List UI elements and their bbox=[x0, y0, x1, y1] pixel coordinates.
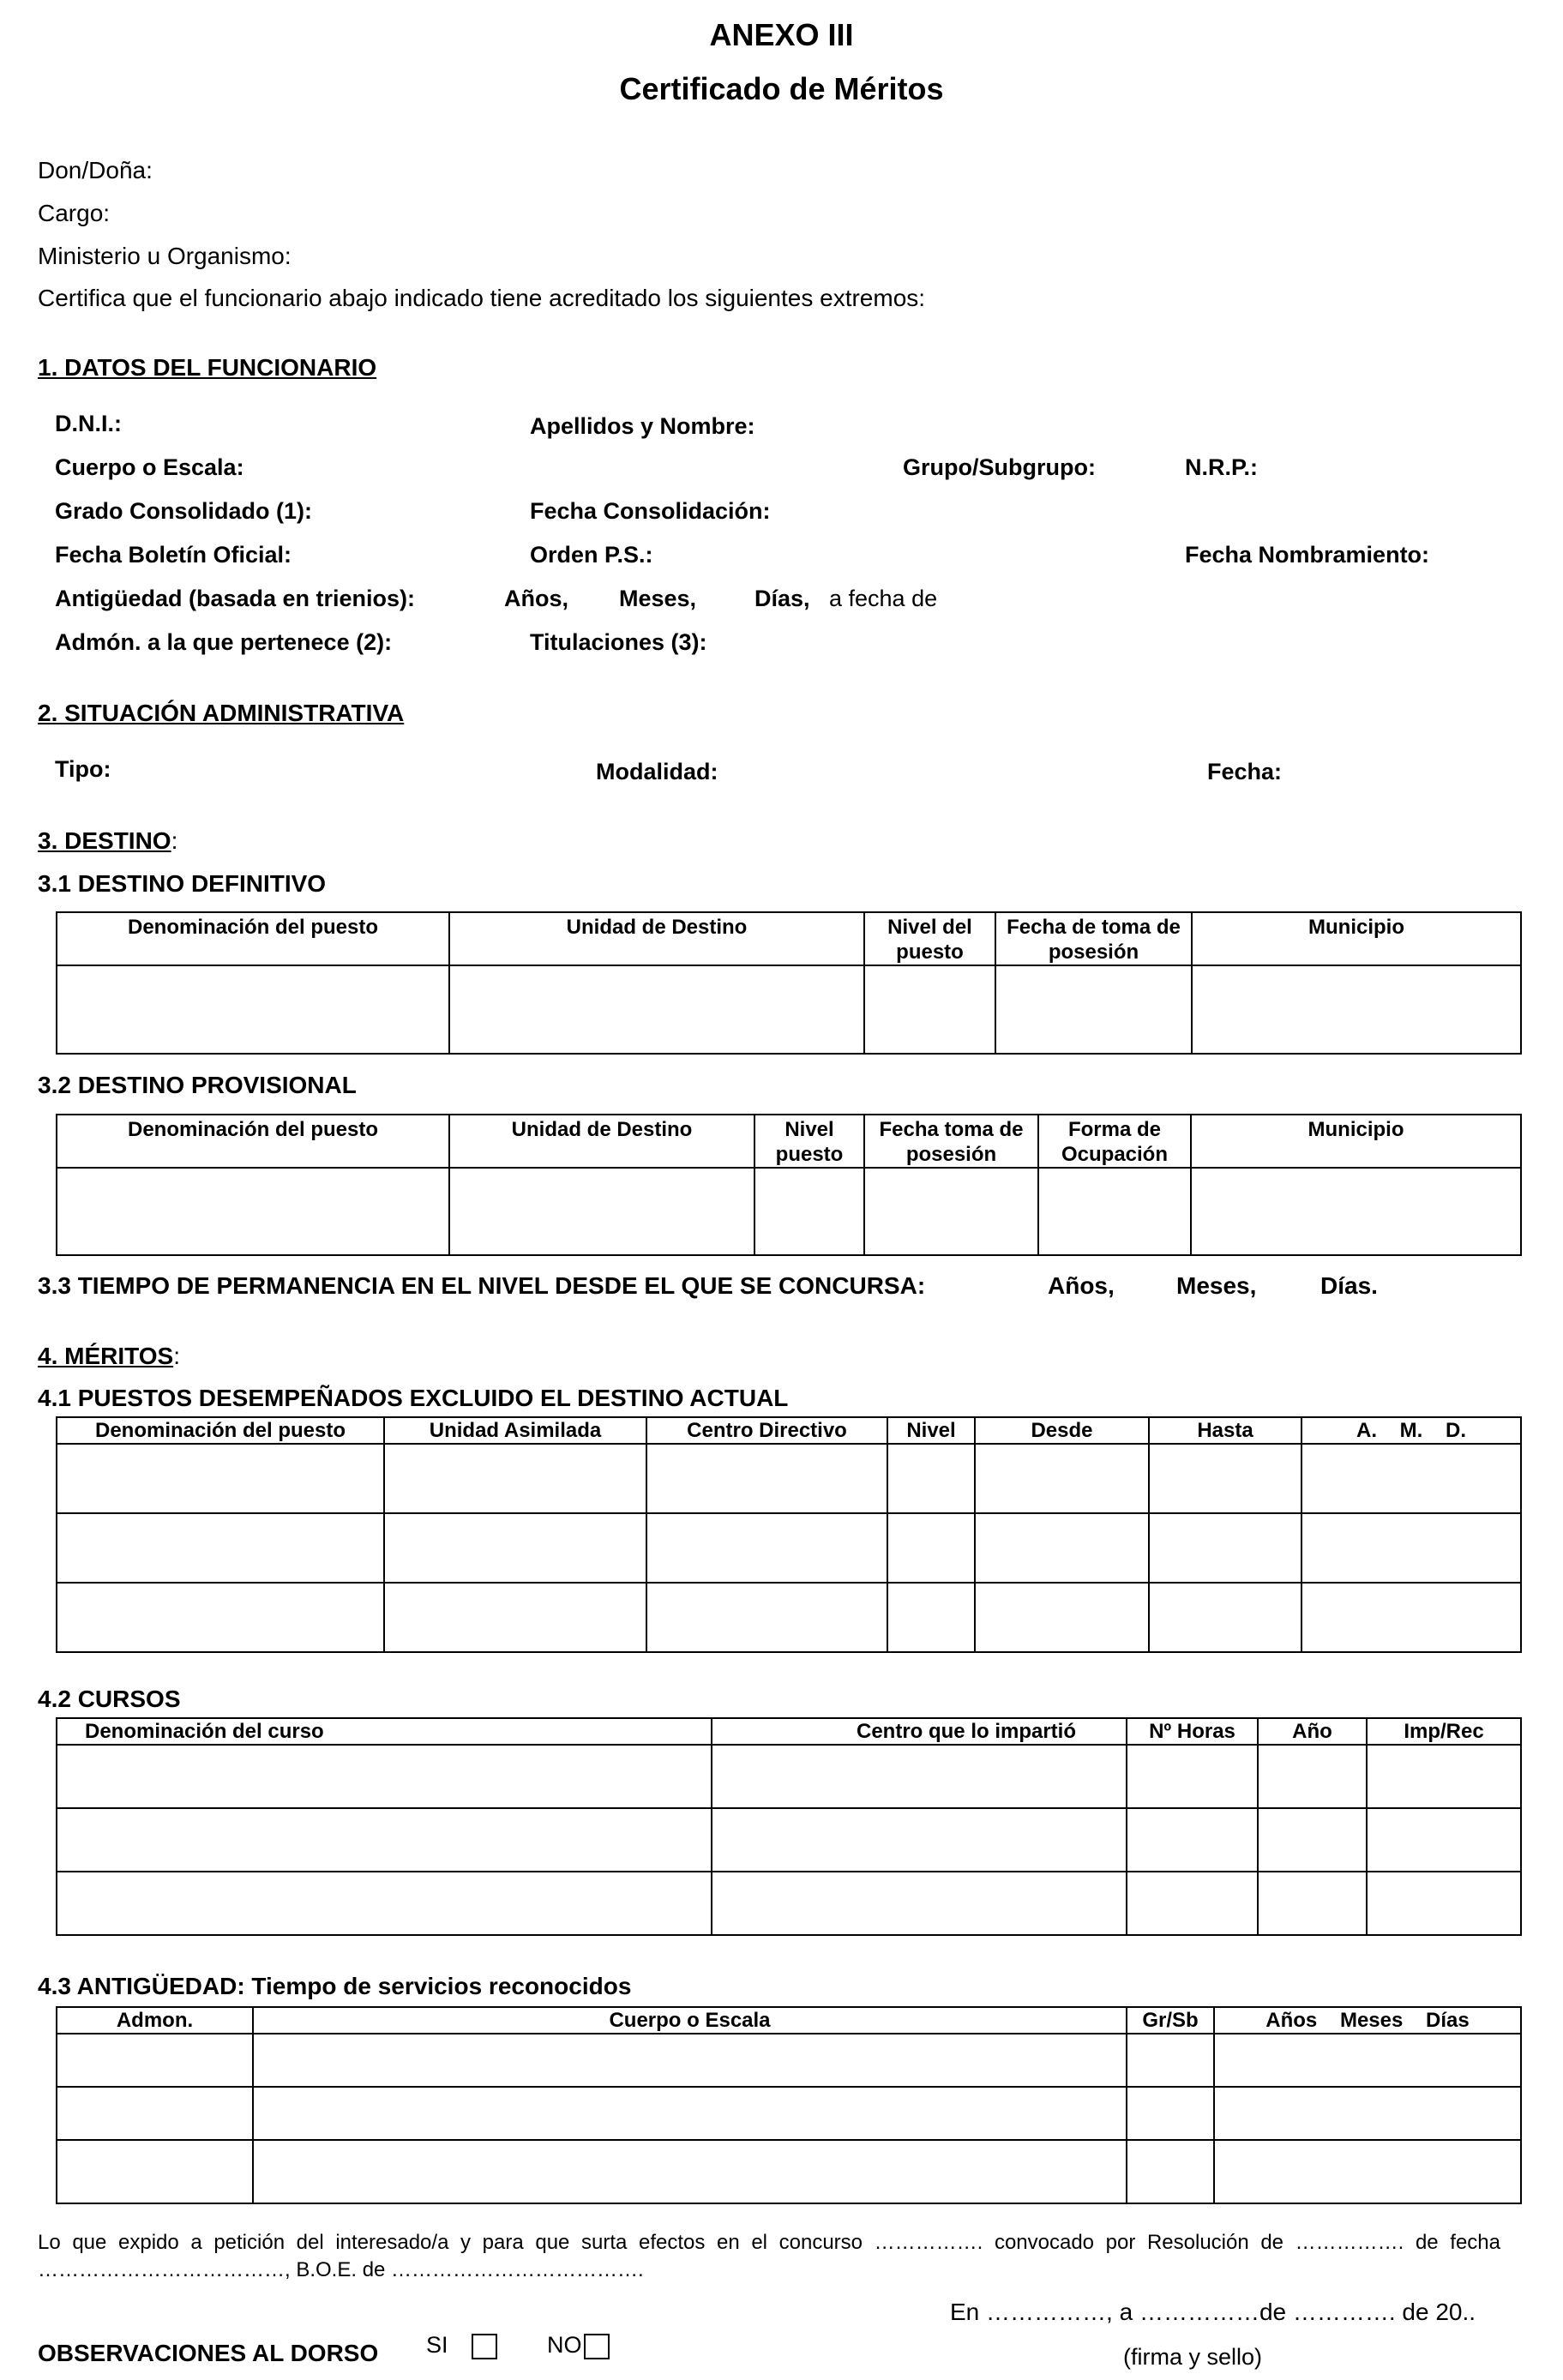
table-cell[interactable] bbox=[864, 965, 995, 1054]
column-header: Fecha toma de posesión bbox=[864, 1115, 1038, 1168]
table-cell[interactable] bbox=[1149, 1444, 1301, 1513]
section3-colon: : bbox=[171, 827, 178, 854]
table-cell[interactable] bbox=[1258, 1745, 1367, 1808]
table-cell[interactable] bbox=[57, 1808, 712, 1872]
cursos-heading: 4.2 CURSOS bbox=[38, 1686, 181, 1712]
table-cell[interactable] bbox=[1149, 1583, 1301, 1652]
column-header: Centro que lo impartió bbox=[712, 1718, 1127, 1745]
column-header: Denominación del puesto bbox=[57, 1417, 384, 1444]
table-cell[interactable] bbox=[384, 1513, 646, 1583]
table-cell[interactable] bbox=[646, 1444, 887, 1513]
column-header: Gr/Sb bbox=[1127, 2007, 1214, 2034]
table-cell[interactable] bbox=[1127, 2034, 1214, 2087]
titulaciones-label: Titulaciones (3): bbox=[530, 629, 707, 655]
table-cell[interactable] bbox=[864, 1168, 1038, 1255]
column-header: Unidad Asimilada bbox=[384, 1417, 646, 1444]
destino-definitivo-table bbox=[56, 911, 1522, 1055]
table-cell[interactable] bbox=[1127, 1808, 1258, 1872]
table-cell[interactable] bbox=[754, 1168, 864, 1255]
no-checkbox[interactable] bbox=[584, 2334, 610, 2359]
table-cell[interactable] bbox=[887, 1513, 975, 1583]
table-cell[interactable] bbox=[646, 1513, 887, 1583]
table-cell[interactable] bbox=[449, 965, 864, 1054]
apellidos-label: Apellidos y Nombre: bbox=[530, 413, 755, 439]
cuerpo-label: Cuerpo o Escala: bbox=[55, 454, 244, 480]
table-row bbox=[57, 2034, 1521, 2087]
firma-sello-label: (firma y sello) bbox=[1123, 2344, 1263, 2370]
admon-label: Admón. a la que pertenece (2): bbox=[55, 629, 393, 655]
column-header: Años Meses Días bbox=[1214, 2007, 1521, 2034]
no-label: NO bbox=[547, 2332, 582, 2358]
table-row bbox=[57, 1513, 1521, 1583]
table-cell[interactable] bbox=[1191, 1168, 1521, 1255]
si-checkbox[interactable] bbox=[472, 2334, 497, 2359]
tipo-label: Tipo: bbox=[55, 756, 111, 782]
ministerio-label: Ministerio u Organismo: bbox=[38, 243, 292, 269]
column-header: Denominación del puesto bbox=[57, 912, 449, 965]
table-cell[interactable] bbox=[1127, 1872, 1258, 1935]
table-cell[interactable] bbox=[1127, 2140, 1214, 2203]
table-cell[interactable] bbox=[1367, 1808, 1521, 1872]
fecha-boletin-label: Fecha Boletín Oficial: bbox=[55, 542, 292, 568]
tiempo-meses: Meses, bbox=[1176, 1272, 1257, 1299]
a-fecha-de-label: a fecha de bbox=[829, 586, 938, 611]
fecha-situacion-label: Fecha: bbox=[1207, 759, 1283, 784]
table-row bbox=[57, 1808, 1521, 1872]
table-row bbox=[57, 1168, 1521, 1255]
certifica-text: Certifica que el funcionario abajo indicado tiene acreditado los siguientes extremos: bbox=[38, 285, 926, 311]
table-cell[interactable] bbox=[253, 2140, 1127, 2203]
fecha-consolidacion-label: Fecha Consolidación: bbox=[530, 498, 771, 524]
table-row bbox=[57, 1444, 1521, 1513]
page-title: Certificado de Méritos bbox=[619, 71, 944, 106]
table-cell[interactable] bbox=[57, 1444, 384, 1513]
grupo-label: Grupo/Subgrupo: bbox=[903, 454, 1096, 480]
puestos-table bbox=[56, 1416, 1522, 1653]
table-cell[interactable] bbox=[1367, 1872, 1521, 1935]
table-cell[interactable] bbox=[384, 1444, 646, 1513]
section1-heading: 1. DATOS DEL FUNCIONARIO bbox=[38, 354, 377, 381]
column-header: Municipio bbox=[1192, 912, 1521, 965]
table-cell[interactable] bbox=[57, 1513, 384, 1583]
table-cell[interactable] bbox=[253, 2034, 1127, 2087]
antiguedad-dias: Días, bbox=[754, 586, 810, 611]
si-label: SI bbox=[426, 2332, 448, 2358]
table-cell[interactable] bbox=[1192, 965, 1521, 1054]
antiguedad-meses: Meses, bbox=[619, 586, 697, 611]
column-header: Unidad de Destino bbox=[449, 912, 864, 965]
column-header: A. M. D. bbox=[1301, 1417, 1521, 1444]
table-cell[interactable] bbox=[1301, 1583, 1521, 1652]
table-cell[interactable] bbox=[712, 1808, 1127, 1872]
don-dona-label: Don/Doña: bbox=[38, 157, 153, 183]
column-header: Nivel puesto bbox=[754, 1115, 864, 1168]
section4-colon: : bbox=[173, 1343, 180, 1369]
cursos-table bbox=[56, 1717, 1522, 1936]
table-cell[interactable] bbox=[57, 1872, 712, 1935]
table-cell[interactable] bbox=[253, 2087, 1127, 2140]
column-header: Forma de Ocupación bbox=[1038, 1115, 1191, 1168]
column-header: Nivel del puesto bbox=[864, 912, 995, 965]
column-header: Denominación del curso bbox=[57, 1718, 712, 1745]
table-cell[interactable] bbox=[449, 1168, 754, 1255]
fecha-nombramiento-label: Fecha Nombramiento: bbox=[1185, 542, 1430, 568]
table-cell[interactable] bbox=[1258, 1808, 1367, 1872]
table-cell[interactable] bbox=[646, 1583, 887, 1652]
table-row bbox=[57, 2140, 1521, 2203]
table-cell[interactable] bbox=[887, 1583, 975, 1652]
table-cell[interactable] bbox=[1301, 1444, 1521, 1513]
tiempo-permanencia-heading: 3.3 TIEMPO DE PERMANENCIA EN EL NIVEL DESDE EL QUE SE CONCURSA: bbox=[38, 1272, 926, 1299]
closing-paragraph-line1: Lo que expido a petición del interesado/a y para que surta efectos en el concurso ……………. convocado por Resolución de ……………. de fecha bbox=[38, 2231, 1500, 2254]
grado-label: Grado Consolidado (1): bbox=[55, 498, 312, 524]
table-cell[interactable] bbox=[995, 965, 1192, 1054]
antiguedad-label: Antigüedad (basada en trienios): bbox=[55, 586, 416, 611]
lugar-fecha-line: En ……………, a ……………de …………. de 20.. bbox=[950, 2299, 1476, 2325]
table-row bbox=[57, 1872, 1521, 1935]
orden-ps-label: Orden P.S.: bbox=[530, 542, 653, 568]
section2-heading: 2. SITUACIÓN ADMINISTRATIVA bbox=[38, 700, 405, 726]
table-cell[interactable] bbox=[1367, 1745, 1521, 1808]
closing-paragraph-line2: ………………………………, B.O.E. de ………………………………. bbox=[38, 2258, 644, 2281]
no-option[interactable] bbox=[547, 2332, 610, 2359]
section3-heading-text: 3. DESTINO bbox=[38, 827, 171, 854]
column-header: Fecha de toma de posesión bbox=[995, 912, 1192, 965]
table-cell[interactable] bbox=[712, 1745, 1127, 1808]
table-row bbox=[57, 1583, 1521, 1652]
table-cell[interactable] bbox=[57, 1583, 384, 1652]
table-cell[interactable] bbox=[975, 1583, 1149, 1652]
column-header: Denominación del puesto bbox=[57, 1115, 449, 1168]
table-cell[interactable] bbox=[1038, 1168, 1191, 1255]
column-header: Año bbox=[1258, 1718, 1367, 1745]
observaciones-label: OBSERVACIONES AL DORSO bbox=[38, 2340, 379, 2366]
table-row bbox=[57, 2087, 1521, 2140]
annex-title: ANEXO III bbox=[709, 17, 854, 52]
table-cell[interactable] bbox=[1214, 2140, 1521, 2203]
nrp-label: N.R.P.: bbox=[1185, 454, 1259, 480]
antiguedad-anos: Años, bbox=[504, 586, 569, 611]
column-header: Nº Horas bbox=[1127, 1718, 1258, 1745]
column-header: Cuerpo o Escala bbox=[253, 2007, 1127, 2034]
table-cell[interactable] bbox=[1214, 2034, 1521, 2087]
table-cell[interactable] bbox=[57, 2034, 253, 2087]
antiguedad-table bbox=[56, 2006, 1522, 2204]
table-cell[interactable] bbox=[384, 1583, 646, 1652]
dni-label: D.N.I.: bbox=[55, 411, 122, 436]
table-cell[interactable] bbox=[1149, 1513, 1301, 1583]
column-header: Unidad de Destino bbox=[449, 1115, 754, 1168]
tiempo-dias: Días. bbox=[1320, 1272, 1378, 1299]
column-header: Hasta bbox=[1149, 1417, 1301, 1444]
table-cell[interactable] bbox=[57, 965, 449, 1054]
column-header: Imp/Rec bbox=[1367, 1718, 1521, 1745]
table-cell[interactable] bbox=[1127, 1745, 1258, 1808]
tiempo-anos: Años, bbox=[1048, 1272, 1115, 1299]
table-cell[interactable] bbox=[712, 1872, 1127, 1935]
destino-provisional-table bbox=[56, 1114, 1522, 1256]
column-header: Municipio bbox=[1191, 1115, 1521, 1168]
antiguedad-servicios-heading: 4.3 ANTIGÜEDAD: Tiempo de servicios reconocidos bbox=[38, 1973, 632, 1999]
closing-paragraph bbox=[38, 2229, 1500, 2284]
destino-definitivo-heading: 3.1 DESTINO DEFINITIVO bbox=[38, 870, 327, 897]
table-row bbox=[57, 1745, 1521, 1808]
table-cell[interactable] bbox=[887, 1444, 975, 1513]
column-header: Admon. bbox=[57, 2007, 253, 2034]
column-header: Desde bbox=[975, 1417, 1149, 1444]
table-cell[interactable] bbox=[57, 2140, 253, 2203]
table-cell[interactable] bbox=[1258, 1872, 1367, 1935]
table-cell[interactable] bbox=[975, 1444, 1149, 1513]
si-option[interactable] bbox=[426, 2332, 497, 2359]
table-cell[interactable] bbox=[1127, 2087, 1214, 2140]
table-cell[interactable] bbox=[975, 1513, 1149, 1583]
modalidad-label: Modalidad: bbox=[596, 759, 718, 784]
section4-heading bbox=[38, 1343, 180, 1370]
column-header: Nivel bbox=[887, 1417, 975, 1444]
destino-provisional-heading: 3.2 DESTINO PROVISIONAL bbox=[38, 1072, 357, 1098]
table-cell[interactable] bbox=[1301, 1513, 1521, 1583]
table-cell[interactable] bbox=[1214, 2087, 1521, 2140]
section4-heading-text: 4. MÉRITOS bbox=[38, 1343, 174, 1369]
table-cell[interactable] bbox=[57, 1168, 449, 1255]
table-cell[interactable] bbox=[57, 2087, 253, 2140]
puestos-heading: 4.1 PUESTOS DESEMPEÑADOS EXCLUIDO EL DESTINO ACTUAL bbox=[38, 1385, 789, 1411]
table-row bbox=[57, 965, 1521, 1054]
section3-heading bbox=[38, 827, 177, 855]
cargo-label: Cargo: bbox=[38, 200, 111, 226]
column-header: Centro Directivo bbox=[646, 1417, 887, 1444]
table-cell[interactable] bbox=[57, 1745, 712, 1808]
